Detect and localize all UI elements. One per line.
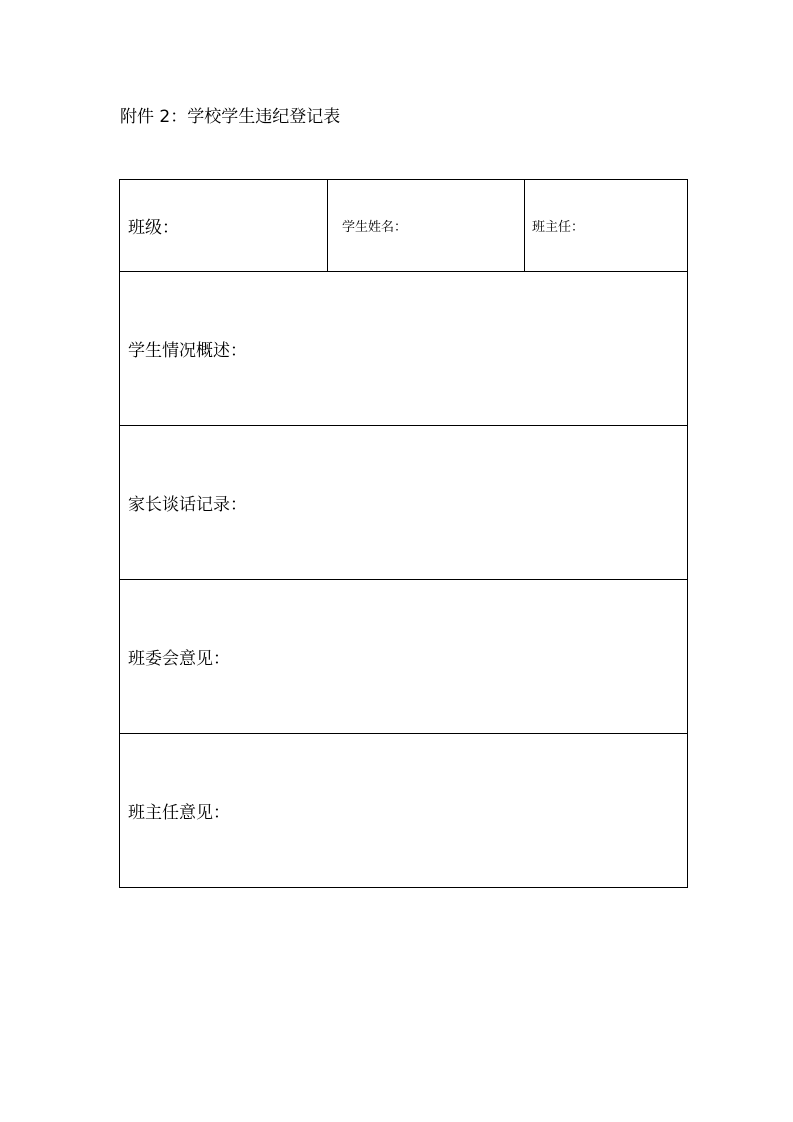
page-title: 附件 2：学校学生违纪登记表 — [120, 107, 341, 127]
class-label: 班级： — [128, 218, 179, 238]
class-cell[interactable] — [120, 180, 328, 272]
head-teacher-opinion-cell[interactable] — [120, 734, 688, 888]
student-situation-label: 学生情况概述： — [128, 341, 247, 361]
class-committee-cell[interactable] — [120, 580, 688, 734]
parent-talk-row — [120, 426, 688, 580]
student-name-cell[interactable] — [328, 180, 525, 272]
head-teacher-opinion-label: 班主任意见： — [128, 803, 230, 823]
head-teacher-opinion-row — [120, 734, 688, 888]
form-header-row — [120, 180, 688, 272]
parent-talk-label: 家长谈话记录： — [128, 495, 247, 515]
head-teacher-cell[interactable] — [525, 180, 688, 272]
student-name-label: 学生姓名： — [342, 220, 408, 235]
student-situation-row — [120, 272, 688, 426]
parent-talk-cell[interactable] — [120, 426, 688, 580]
class-committee-label: 班委会意见： — [128, 649, 230, 669]
class-committee-row — [120, 580, 688, 734]
discipline-registration-form — [119, 179, 688, 888]
head-teacher-label: 班主任： — [532, 220, 585, 235]
student-situation-cell[interactable] — [120, 272, 688, 426]
